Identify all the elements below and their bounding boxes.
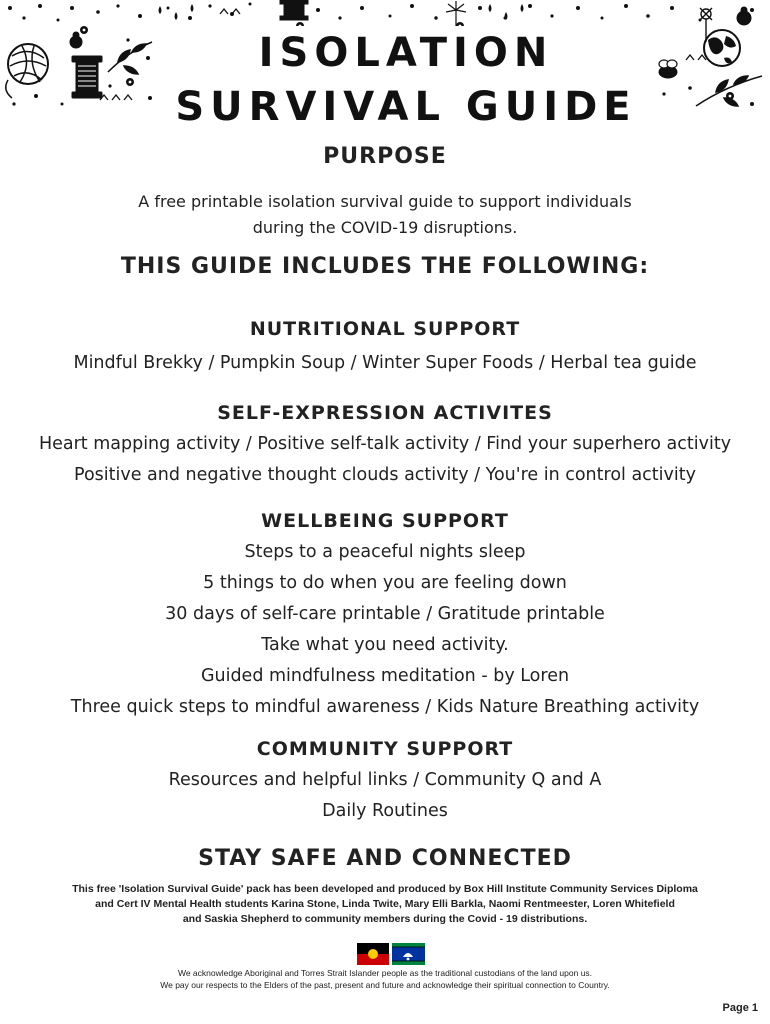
list-item: Mindful Brekky / Pumpkin Soup / Winter Super Foods / Herbal tea guide [73,353,697,373]
ladybug-icon [70,32,82,48]
list-item: 30 days of self-care printable / Gratitude printable [165,604,605,624]
community-support-heading: COMMUNITY SUPPORT [256,738,514,760]
credits-line-2: and Cert IV Mental Health students Karina Stone, Linda Twite, Mary Elli Barkla, Naomi Rentmeester, Loren Whitefield [95,898,675,910]
bee-icon [659,60,677,78]
credits-line-3: and Saskia Shepherd to community members during the Covid - 19 distributions. [182,913,588,925]
aboriginal-flag-icon [357,943,389,965]
leaf-branch-icon [108,42,152,74]
list-item: Guided mindfulness meditation - by Loren [200,666,570,686]
acknowledgement-line-2: We pay our respects to the Elders of the past, present and future and acknowledge their spiritual connection to Country. [160,980,610,990]
list-item: Daily Routines [322,801,448,821]
acknowledgement-line-1: We acknowledge Aboriginal and Torres Strait Islander people as the traditional custodians of the land upon us. [177,968,593,978]
stay-safe-heading: STAY SAFE AND CONNECTED [198,846,572,871]
torres-strait-flag-icon [392,943,425,965]
purpose-heading: PURPOSE [323,144,447,169]
purpose-text-line-1: A free printable isolation survival guide to support individuals [138,192,632,211]
document-title: ISOLATION SURVIVAL GUIDE [160,26,652,134]
ladybug-icon [737,7,751,25]
list-item: Steps to a peaceful nights sleep [244,542,526,562]
list-item: Take what you need activity. [261,635,509,655]
list-item: Resources and helpful links / Community Q and A [168,770,602,790]
wellbeing-support-heading: WELLBEING SUPPORT [261,510,509,532]
header-banner [0,0,770,130]
thread-spool-icon [72,56,102,98]
yarn-ball-icon [6,44,48,98]
self-expression-heading: SELF-EXPRESSION ACTIVITES [217,402,553,424]
nutritional-support-heading: NUTRITIONAL SUPPORT [249,318,521,340]
includes-heading: THIS GUIDE INCLUDES THE FOLLOWING: [120,254,650,279]
aboriginal-flag-sun [368,949,378,959]
purpose-text-line-2: during the COVID-19 disruptions. [252,218,518,237]
credits-line-1: This free 'Isolation Survival Guide' pack has been developed and produced by Box Hill Institute Community Services Diploma [72,883,698,895]
list-item: Positive and negative thought clouds activity / You're in control activity [74,465,696,485]
leaf-branch-icon [696,76,762,106]
list-item: Heart mapping activity / Positive self-talk activity / Find your superhero activity [38,434,732,454]
page-number: Page 1 [722,1002,758,1014]
list-item: 5 things to do when you are feeling down [203,573,567,593]
flags [357,943,425,965]
list-item: Three quick steps to mindful awareness / Kids Nature Breathing activity [70,697,700,717]
globe-icon [704,30,740,66]
